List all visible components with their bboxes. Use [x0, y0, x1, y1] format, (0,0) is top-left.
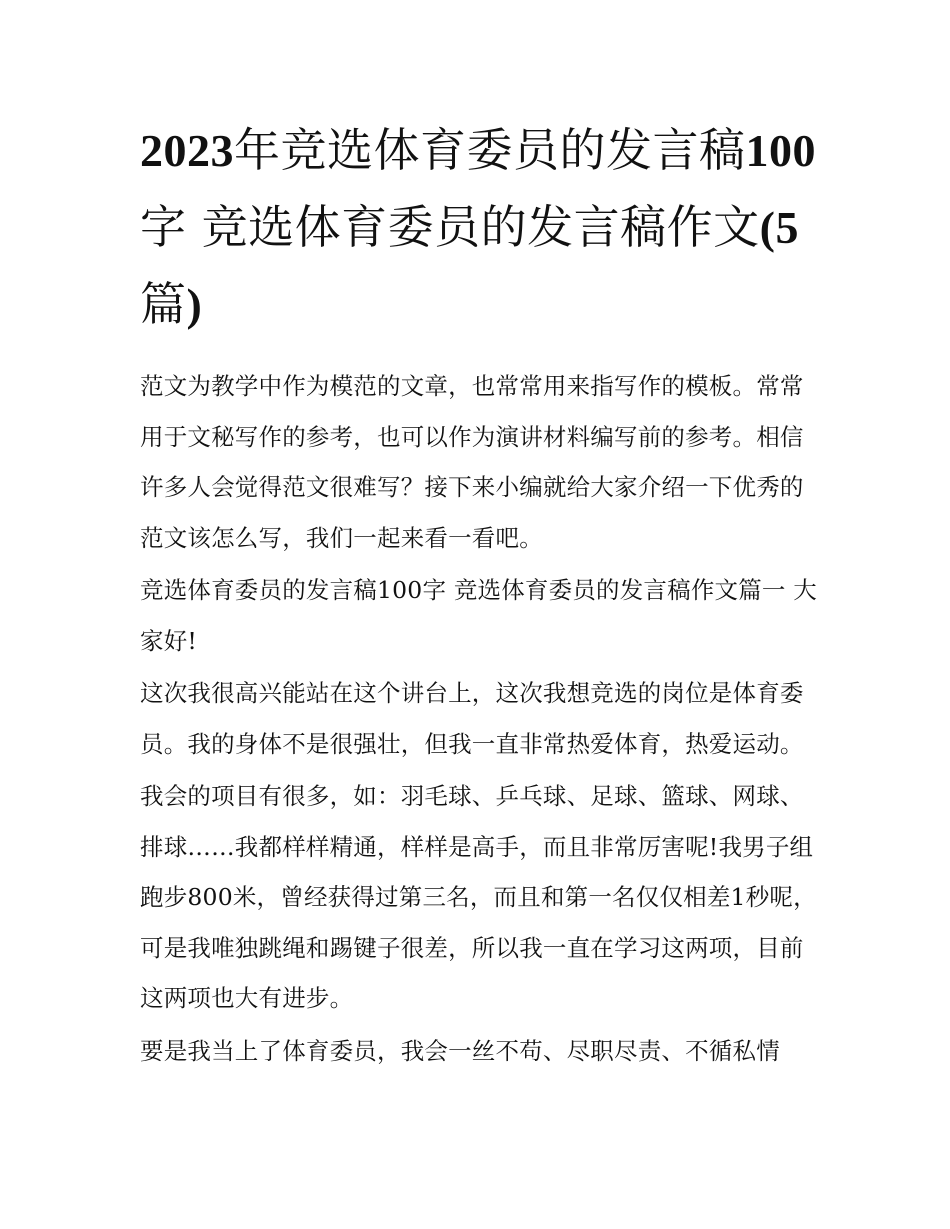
title-text-2: 字 竞选体育委员的发言稿作文	[140, 200, 760, 254]
paragraph-intro: 范文为教学中作为模范的文章，也常常用来指写作的模板。常常用于文秘写作的参考，也可以作为演讲材料编写前的参考。相信许多人会觉得范文很难写？接下来小编就给大家介绍一下优秀的范文该怎么写，我们一起来看一看吧。	[140, 372, 804, 552]
paragraph-heading: 竞选体育委员的发言稿100字 竞选体育委员的发言稿作文篇一 大家好!	[140, 576, 817, 655]
title-paren-open: (5	[759, 202, 799, 253]
title-text-3: 篇	[140, 277, 187, 331]
document-title	[140, 112, 820, 343]
document-body	[140, 361, 820, 1076]
title-number-year: 2023	[140, 125, 234, 176]
document-page	[140, 112, 820, 1078]
paragraph-body-3: 要是我当上了体育委员，我会一丝不苟、尽职尽责、不循私情	[140, 1036, 780, 1065]
title-number-count: 100	[745, 125, 816, 176]
title-paren-close: )	[186, 279, 203, 330]
paragraph-body-1: 这次我很高兴能站在这个讲台上，这次我想竞选的岗位是体育委员。我的身体不是很强壮，但我一直非常热爱体育，热爱运动。	[140, 679, 804, 758]
paragraph-body-2: 我会的项目有很多，如：羽毛球、乒乓球、足球、篮球、网球、排球……我都样样精通，样样是高手，而且非常厉害呢!我男子组跑步800米，曾经获得过第三名，而且和第一名仅仅相差1秒呢，可是我唯独跳绳和踢键子很差，所以我一直在学习这两项，目前这两项也大有进步。	[140, 782, 817, 1012]
title-text-1: 年竞选体育委员的发言稿	[234, 123, 746, 177]
